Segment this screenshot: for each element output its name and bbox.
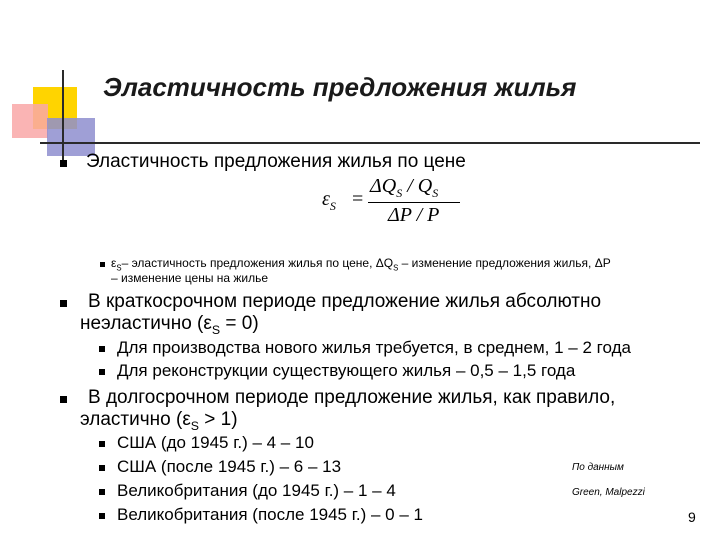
bullet-usa-post1945: США (после 1945 г.) – 6 – 13 — [117, 457, 342, 476]
bullet-marker — [60, 300, 67, 307]
bullet-marker — [99, 441, 105, 447]
source-note-line2: Green, Malpezzi — [572, 487, 645, 498]
bullet-uk-pre1945: Великобритания (до 1945 г.) – 1 – 4 — [117, 481, 396, 500]
decor-vertical-line — [62, 70, 64, 160]
decor-red-square — [12, 104, 48, 138]
bullet-marker — [60, 396, 67, 403]
bullet-uk-post1945: Великобритания (после 1945 г.) – 0 – 1 — [117, 505, 423, 524]
decor-horizontal-line — [40, 142, 700, 144]
bullet-marker — [99, 489, 105, 495]
slide-title: Эластичность предложения жилья — [103, 72, 577, 102]
definitions-line1: $\varepsilon_S-$ эластичность предложения жилья по цене, $\Delta Q_S$ – изменение предложения жилья, ΔP — [111, 256, 611, 273]
formula-denominator: ΔP / P — [388, 204, 440, 226]
formula-numerator: $\Delta Q_S / Q_S$ — [370, 175, 439, 200]
bullet-marker — [99, 369, 105, 375]
source-note-line1: По данным — [572, 462, 624, 473]
elasticity-formula — [322, 175, 472, 235]
bullet-usa-pre1945: США (до 1945 г.) – 4 – 10 — [117, 433, 314, 452]
bullet-marker — [99, 465, 105, 471]
bullet-reconstruction: Для реконструкции существующего жилья – 0,5 – 1,5 года — [117, 361, 576, 380]
formula-fraction-bar — [368, 202, 460, 203]
bullet-supply-elasticity: Эластичность предложения жилья по цене — [86, 151, 466, 172]
bullet-short-run-line1: В краткосрочном периоде предложение жилья абсолютно — [88, 291, 602, 312]
bullet-marker — [60, 160, 67, 167]
bullet-long-run-line1: В долгосрочном периоде предложение жилья, как правило, — [88, 387, 616, 408]
bullet-long-run-line2: эластично $(\varepsilon_S > 1)$ — [80, 409, 238, 433]
bullet-marker — [99, 346, 105, 352]
definitions-line2: – изменение цены на жилье — [111, 271, 269, 285]
bullet-new-construction: Для производства нового жилья требуется, в среднем, 1 – 2 года — [117, 338, 631, 357]
page-number: 9 — [688, 509, 696, 525]
formula-lhs: $\varepsilon_S$ — [322, 188, 336, 213]
bullet-marker — [100, 262, 105, 267]
bullet-marker — [99, 513, 105, 519]
formula-equals: = — [352, 188, 364, 210]
bullet-short-run-line2: неэластично $(\varepsilon_S = 0)$ — [80, 313, 259, 337]
